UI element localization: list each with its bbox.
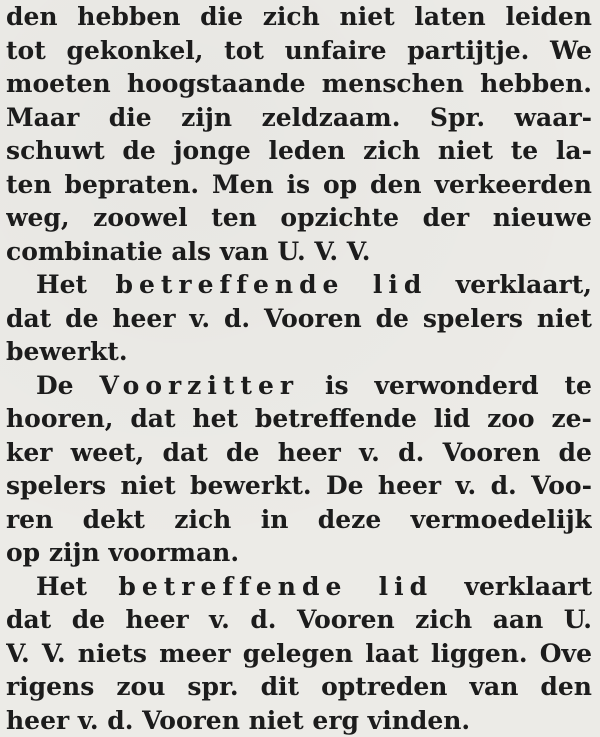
word: heer: [278, 436, 341, 470]
text-line: [6, 503, 592, 537]
word: betreffende: [255, 402, 417, 436]
text-line: [6, 134, 592, 168]
text-line: [6, 168, 592, 202]
word: v.: [359, 436, 380, 470]
word: is: [287, 168, 311, 202]
word: zoo: [487, 402, 535, 436]
word: spelers: [6, 469, 106, 503]
word: V.: [6, 637, 30, 671]
word: weet,: [71, 436, 145, 470]
word: spelers: [423, 302, 523, 336]
word: niet: [438, 134, 493, 168]
word: ten: [211, 201, 257, 235]
word: d.: [224, 302, 250, 336]
word: dat: [163, 436, 208, 470]
word: zijn: [181, 101, 232, 135]
word: meer: [159, 637, 230, 671]
word: opzichte: [280, 201, 399, 235]
word: waar-: [515, 101, 592, 135]
word: heer: [126, 603, 189, 637]
word: verklaart,: [456, 268, 592, 302]
word: Spr.: [430, 101, 485, 135]
word: op: [323, 168, 357, 202]
word: deze: [318, 503, 382, 537]
word: menschen: [322, 67, 464, 101]
word: Men: [212, 168, 274, 202]
paragraph-start: [6, 268, 592, 302]
text-line: [6, 436, 592, 470]
word: bepraten.: [65, 168, 200, 202]
word: van: [469, 670, 518, 704]
word: v.: [189, 302, 210, 336]
word: ten: [6, 168, 52, 202]
word: dit: [261, 670, 300, 704]
word: niet: [340, 0, 395, 34]
text-line: [6, 201, 592, 235]
word: dat: [130, 402, 175, 436]
word: U.: [564, 603, 592, 637]
word: gekonkel,: [66, 34, 203, 68]
word: te: [511, 134, 538, 168]
word: hoogstaande: [127, 67, 306, 101]
word: zoowel: [93, 201, 187, 235]
word: tot: [224, 34, 264, 68]
text-line: [6, 302, 592, 336]
word: de: [559, 436, 592, 470]
text-line: [6, 670, 592, 704]
word: dekt: [83, 503, 145, 537]
text-line: [6, 603, 592, 637]
text-line: op zijn voorman.: [6, 536, 592, 570]
text-line: [6, 34, 592, 68]
word: het: [192, 402, 238, 436]
word: lid: [373, 268, 427, 302]
paragraph-start: [6, 570, 592, 604]
text-line: combinatie als van U. V. V.: [6, 235, 592, 269]
word: leden: [268, 134, 345, 168]
word: nieuwe: [493, 201, 592, 235]
word: d.: [398, 436, 424, 470]
word: unfaire: [285, 34, 387, 68]
word: hebben: [77, 0, 180, 34]
word: zich: [174, 503, 231, 537]
word: de: [376, 302, 409, 336]
word: Het: [36, 570, 87, 604]
word: partijtje.: [407, 34, 529, 68]
word: de: [65, 302, 98, 336]
text-line: [6, 101, 592, 135]
word: jonge: [173, 134, 250, 168]
word: Vooren: [297, 603, 395, 637]
word: Vooren: [443, 436, 541, 470]
word: d.: [250, 603, 276, 637]
word: verklaart: [464, 570, 592, 604]
word: Het: [36, 268, 87, 302]
word: te: [565, 369, 592, 403]
word: bewerkt.: [190, 469, 312, 503]
word: De: [326, 469, 364, 503]
word: Ove: [540, 637, 592, 671]
word: We: [550, 34, 592, 68]
word: den: [540, 670, 592, 704]
word: aan: [493, 603, 544, 637]
text-line: heer v. d. Vooren niet erg vinden.: [6, 704, 592, 737]
text-line: bewerkt.: [6, 335, 592, 369]
word: laat: [365, 637, 418, 671]
text-line: [6, 402, 592, 436]
word: dat: [6, 302, 51, 336]
word: la-: [556, 134, 592, 168]
word: den: [6, 0, 58, 34]
word: schuwt: [6, 134, 105, 168]
word: vermoedelijk: [411, 503, 592, 537]
word: hebben.: [480, 67, 592, 101]
word: gelegen: [243, 637, 353, 671]
word: weg,: [6, 201, 70, 235]
word: v.: [209, 603, 230, 637]
word: ren: [6, 503, 53, 537]
word: zich: [263, 0, 320, 34]
text-line: [6, 0, 592, 34]
word: zeldzaam.: [262, 101, 401, 135]
word: betreffende: [118, 570, 347, 604]
word: ze-: [551, 402, 591, 436]
paragraph-start: [6, 369, 592, 403]
text-line: [6, 67, 592, 101]
word: in: [261, 503, 289, 537]
word: verkeerden: [434, 168, 591, 202]
word: hooren,: [6, 402, 113, 436]
word: tot: [6, 34, 46, 68]
word: heer: [112, 302, 175, 336]
text-line: [6, 637, 592, 671]
word: optreden: [321, 670, 447, 704]
word: rigens: [6, 670, 94, 704]
word: betreffende: [115, 268, 344, 302]
word: lid: [434, 402, 470, 436]
word: de: [122, 134, 155, 168]
word: is: [325, 369, 349, 403]
word: leiden: [505, 0, 591, 34]
word: zou: [116, 670, 165, 704]
word: niet: [537, 302, 592, 336]
word: moeten: [6, 67, 111, 101]
word: dat: [6, 603, 51, 637]
word: niet: [121, 469, 176, 503]
word: V.: [42, 637, 66, 671]
word: liggen.: [431, 637, 528, 671]
word: de: [72, 603, 105, 637]
word: spr.: [187, 670, 238, 704]
word: zich: [363, 134, 420, 168]
text-line: [6, 469, 592, 503]
word: Voo-: [531, 469, 592, 503]
word: zich: [415, 603, 472, 637]
word: Voorzitter: [100, 369, 300, 403]
word: Vooren: [264, 302, 362, 336]
word: lid: [379, 570, 433, 604]
word: heer: [378, 469, 441, 503]
word: den: [370, 168, 422, 202]
word: d.: [491, 469, 517, 503]
word: Maar: [6, 101, 79, 135]
word: niets: [78, 637, 147, 671]
word: der: [423, 201, 470, 235]
word: laten: [414, 0, 485, 34]
word: die: [200, 0, 243, 34]
word: verwonderd: [375, 369, 539, 403]
word: De: [36, 369, 74, 403]
word: die: [109, 101, 152, 135]
word: de: [226, 436, 259, 470]
word: ker: [6, 436, 52, 470]
word: v.: [455, 469, 476, 503]
